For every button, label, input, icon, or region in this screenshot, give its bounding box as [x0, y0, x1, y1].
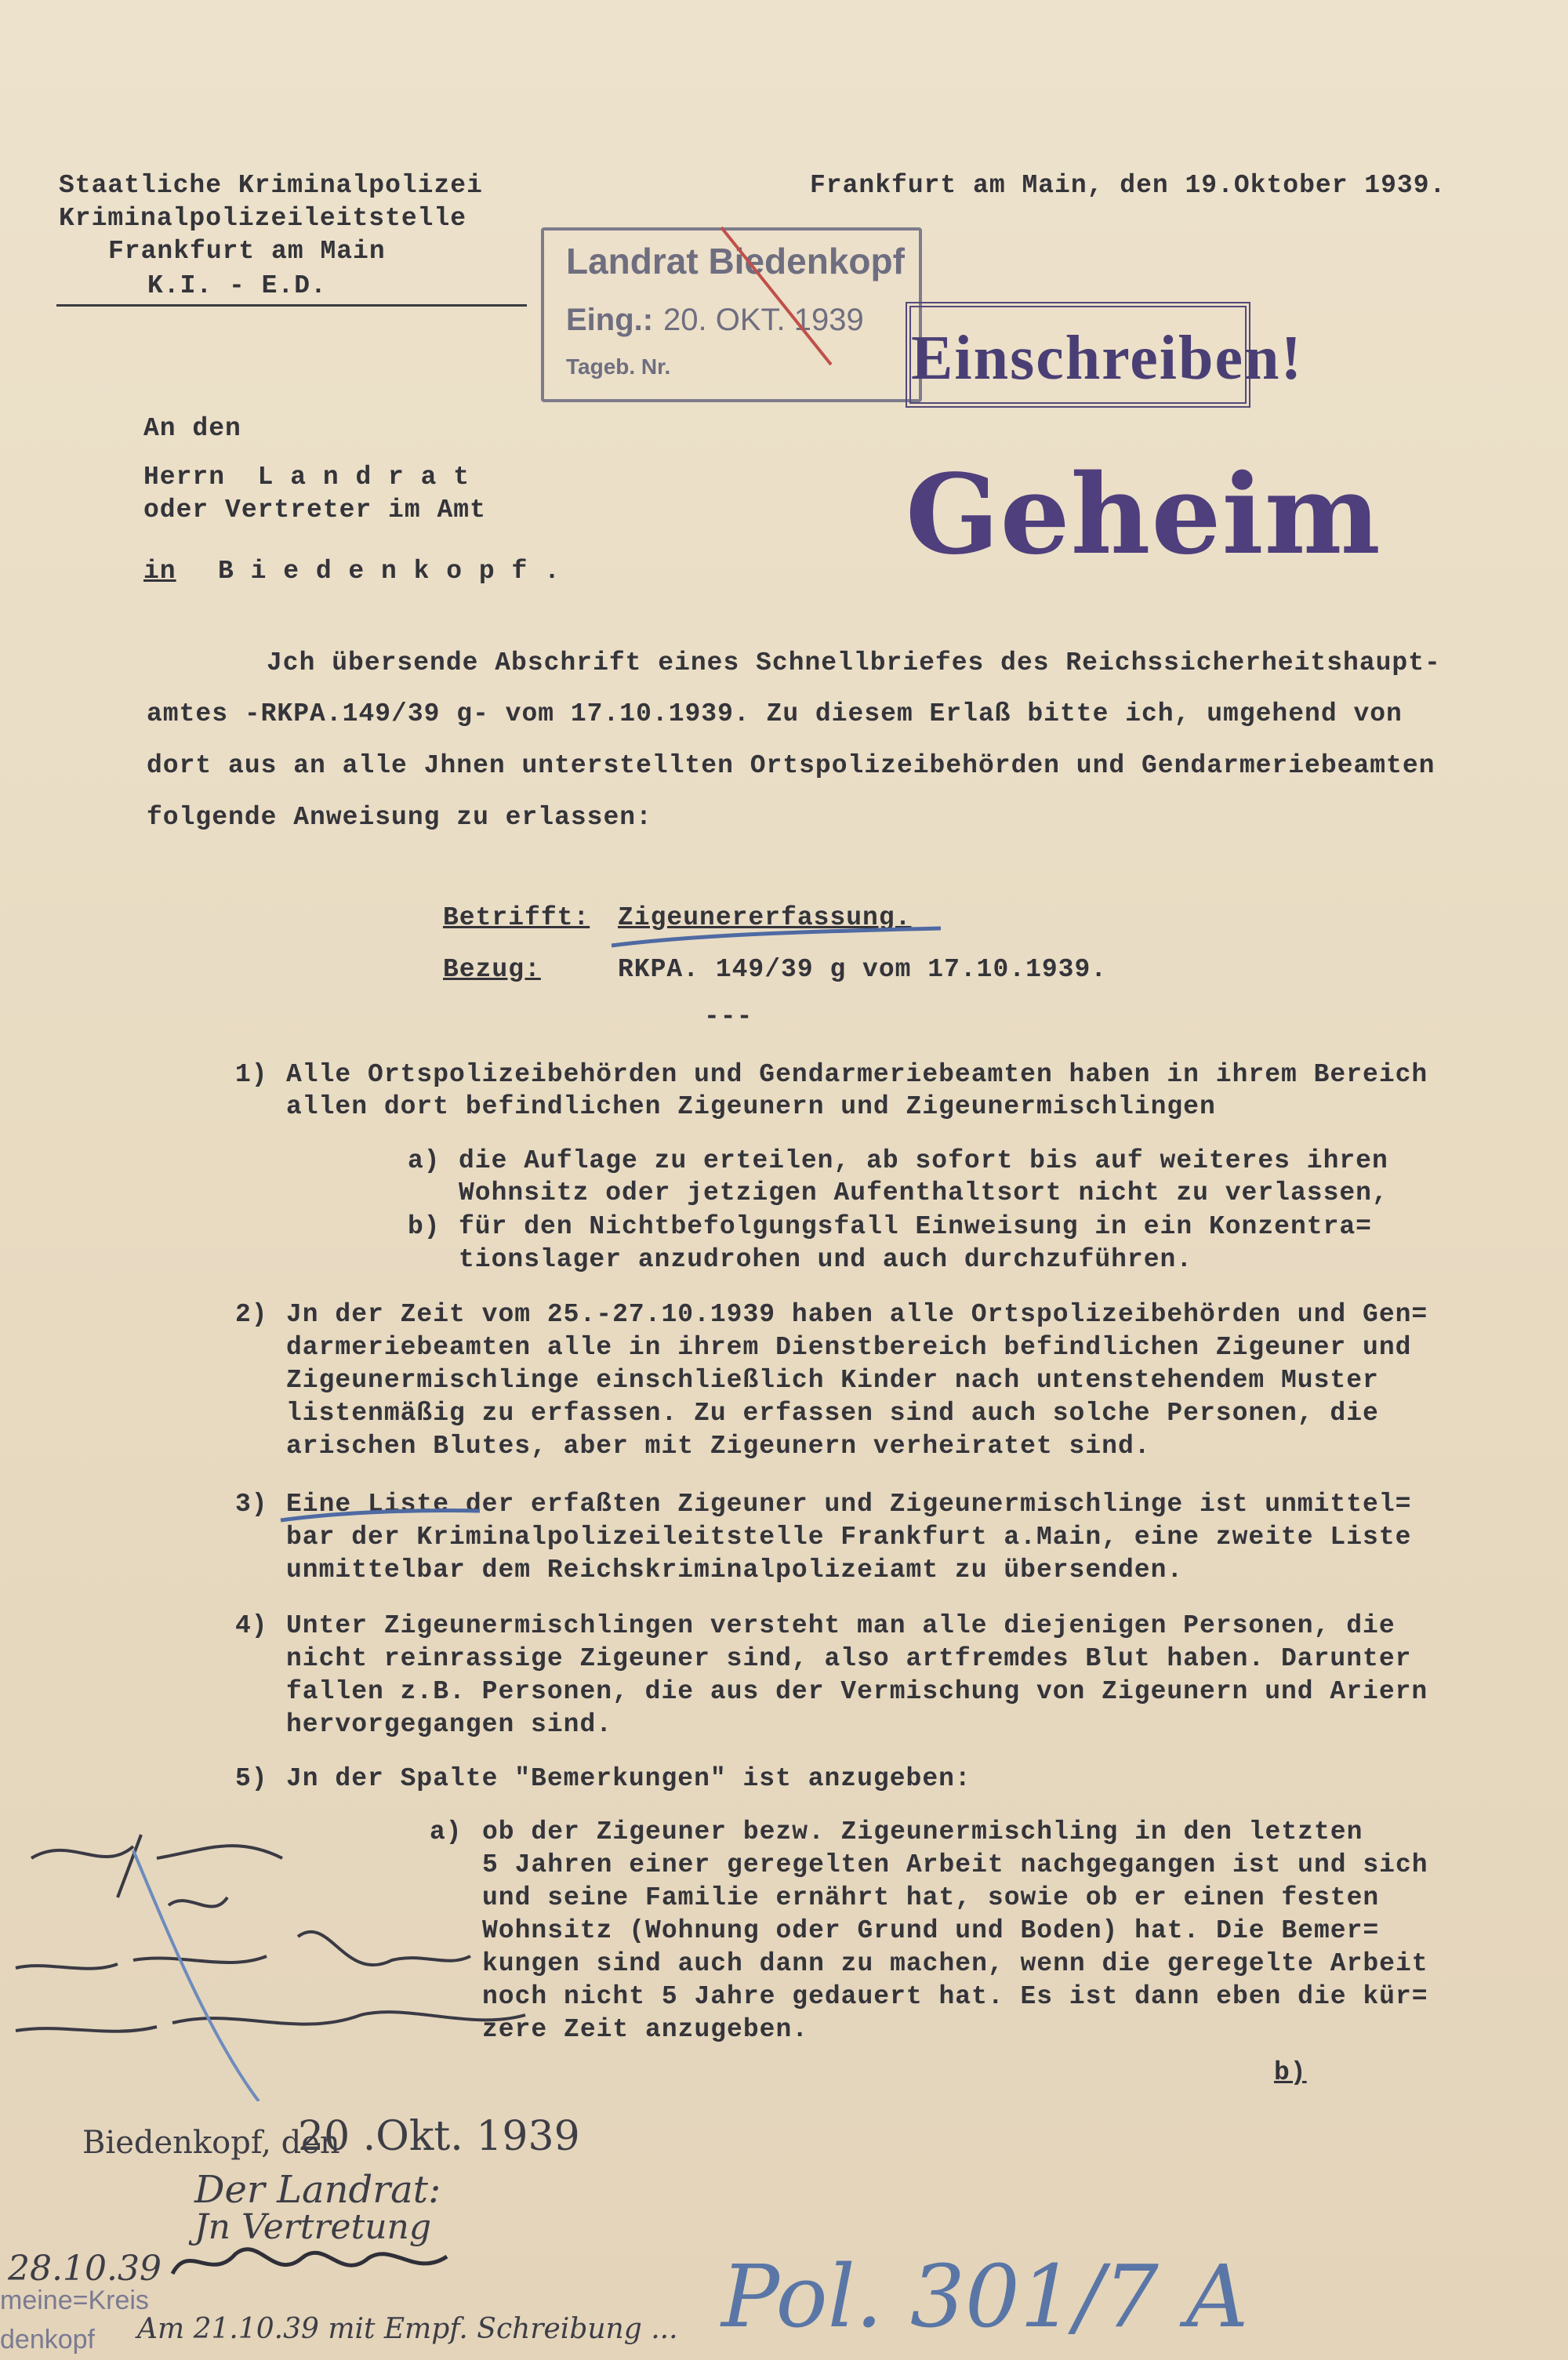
- kreis-stamp-line: meine=Kreis: [0, 2286, 149, 2315]
- subitem-line: tionslager anzudrohen und auch durchzuführen.: [459, 1245, 1193, 1274]
- item-line: Unter Zigeunermischlingen versteht man alle diejenigen Personen, die: [286, 1611, 1396, 1640]
- sender-line: Kriminalpolizeileitstelle: [59, 204, 467, 233]
- signature: [157, 2227, 486, 2297]
- subitem-line: für den Nichtbefolgungsfall Einweisung in ein Konzentra=: [459, 1212, 1372, 1241]
- handwriting-stroke: [31, 1835, 282, 1897]
- subitem-line: Wohnsitz (Wohnung oder Grund und Boden) hat. Die Bemer=: [482, 1916, 1380, 1945]
- blue-pencil-stroke: [133, 1850, 259, 2101]
- item-line: darmeriebeamten alle in ihrem Dienstbereich befindlichen Zigeuner und: [286, 1333, 1412, 1362]
- intro-line: Jch übersende Abschrift eines Schnellbriefes des Reichssicherheitshaupt-: [267, 648, 1441, 677]
- subitem-label: b): [408, 1212, 441, 1241]
- subitem-line: Wohnsitz oder jetzigen Aufenthaltsort nicht zu verlassen,: [459, 1178, 1388, 1207]
- sender-line: Frankfurt am Main: [108, 237, 386, 266]
- date-line: Frankfurt am Main, den 19.Oktober 1939.: [810, 171, 1446, 200]
- handwriting-stroke: [169, 1897, 227, 1907]
- sender-reference: K.I. - E.D.: [147, 271, 327, 300]
- subitem-line: noch nicht 5 Jahre gedauert hat. Es ist dann eben die kür=: [482, 1982, 1428, 2011]
- recipient-line: Herrn L a n d r a t: [143, 463, 470, 492]
- blue-pencil-underline: [274, 1501, 494, 1533]
- recipient-line: An den: [143, 414, 241, 443]
- red-pencil-line: [721, 227, 831, 365]
- blue-file-number: Pol. 301/7 A: [721, 2246, 1249, 2347]
- item-line: fallen z.B. Personen, die aus der Vermischung von Zigeunern und Ariern: [286, 1677, 1428, 1706]
- item-line: allen dort befindlichen Zigeunern und Zigeunermischlingen: [286, 1092, 1216, 1121]
- item-line: arischen Blutes, aber mit Zigeunern verheiratet sind.: [286, 1432, 1151, 1461]
- footer-place-date-value: 20 .Okt. 1939: [298, 2113, 580, 2160]
- blue-underline-stroke: [612, 928, 941, 946]
- footer-landrat: Der Landrat:: [194, 2168, 441, 2212]
- footer-handwritten-date: 28.10.39: [8, 2249, 162, 2289]
- item-line: bar der Kriminalpolizeileitstelle Frankfurt a.Main, eine zweite Liste: [286, 1523, 1412, 1552]
- blue-underline-stroke: [281, 1511, 480, 1521]
- subject-bezug-label: Bezug:: [443, 955, 541, 984]
- item-line: listenmäßig zu erfassen. Zu erfassen sind auch solche Personen, die: [286, 1399, 1379, 1428]
- item-line: Zigeunermischlinge einschließlich Kinder nach untenstehendem Muster: [286, 1366, 1379, 1395]
- item-number: 4): [235, 1611, 268, 1640]
- subitem-label: a): [408, 1146, 441, 1175]
- subitem-line: kungen sind auch dann zu machen, wenn die geregelte Arbeit: [482, 1949, 1428, 1978]
- item-number: 2): [235, 1300, 268, 1329]
- continuation-marker: b): [1274, 2058, 1307, 2087]
- sender-line: Staatliche Kriminalpolizei: [59, 171, 483, 200]
- subject-divider: ---: [704, 1002, 753, 1031]
- signature-stroke: [172, 2249, 447, 2274]
- item-line: Jn der Zeit vom 25.-27.10.1939 haben alle Ortspolizeibehörden und Gen=: [286, 1300, 1428, 1329]
- subitem-label: a): [430, 1817, 463, 1846]
- geheim-stamp: Geheim: [906, 451, 1381, 579]
- item-number: 1): [235, 1060, 268, 1089]
- intro-line: amtes -RKPA.149/39 g- vom 17.10.1939. Zu diesem Erlaß bitte ich, umgehend von: [147, 699, 1403, 728]
- item-line: Alle Ortspolizeibehörden und Gendarmeriebeamten haben in ihrem Bereich: [286, 1060, 1428, 1089]
- footer-vertretung: Jn Vertretung: [194, 2207, 432, 2247]
- recipient-place: B i e d e n k o p f .: [218, 557, 561, 586]
- subitem-line: 5 Jahren einer geregelten Arbeit nachgegangen ist und sich: [482, 1850, 1428, 1879]
- receipt-stamp-label: Eing.:: [566, 303, 654, 337]
- subject-bezug-value: RKPA. 149/39 g vom 17.10.1939.: [618, 955, 1108, 984]
- handwriting-stroke: [16, 2012, 525, 2031]
- receipt-stamp-office: Landrat Biedenkopf: [566, 241, 905, 281]
- intro-line: folgende Anweisung zu erlassen:: [147, 803, 652, 832]
- kreis-stamp-line: denkopf: [0, 2325, 95, 2355]
- recipient-place-prefix: in: [143, 557, 176, 586]
- item-line: nicht reinrassige Zigeuner sind, also artfremdes Blut haben. Darunter: [286, 1644, 1412, 1673]
- intro-line: dort aus an alle Jhnen unterstellten Ortspolizeibehörden und Gendarmeriebeamten: [147, 751, 1436, 780]
- blue-pencil-underline: [604, 917, 956, 957]
- einschreiben-stamp: Einschreiben!: [906, 302, 1250, 408]
- subitem-line: und seine Familie ernährt hat, sowie ob er einen festen: [482, 1883, 1380, 1912]
- receipt-stamp-date: 20. OKT. 1939: [663, 303, 864, 337]
- subject-betrifft-label: Betrifft:: [443, 903, 590, 932]
- subject-betrifft-value: Zigeunererfassung.: [618, 903, 912, 932]
- bottom-handwritten-note: Am 21.10.39 mit Empf. Schreibung ...: [137, 2313, 678, 2345]
- recipient-line: oder Vertreter im Amt: [143, 496, 486, 525]
- receipt-stamp-diary: Tageb. Nr.: [566, 354, 671, 379]
- footer-place-date-prefix: Biedenkopf, den: [82, 2125, 340, 2161]
- subitem-line: die Auflage zu erteilen, ab sofort bis auf weiteres ihren: [459, 1146, 1388, 1175]
- item-line: hervorgegangen sind.: [286, 1710, 613, 1739]
- handwriting-stroke: [16, 1932, 470, 1969]
- subitem-line: ob der Zigeuner bezw. Zigeunermischling in den letzten: [482, 1817, 1363, 1846]
- item-number: 3): [235, 1490, 268, 1519]
- item-number: 5): [235, 1764, 268, 1793]
- item-line: Eine Liste der erfaßten Zigeuner und Zigeunermischlinge ist unmittel=: [286, 1490, 1412, 1519]
- subitem-line: zere Zeit anzugeben.: [482, 2015, 809, 2044]
- handwritten-margin-notes: [0, 1803, 564, 2101]
- item-line: Jn der Spalte "Bemerkungen" ist anzugeben:: [286, 1764, 971, 1793]
- item-line: unmittelbar dem Reichskriminalpolizeiamt zu übersenden.: [286, 1556, 1184, 1585]
